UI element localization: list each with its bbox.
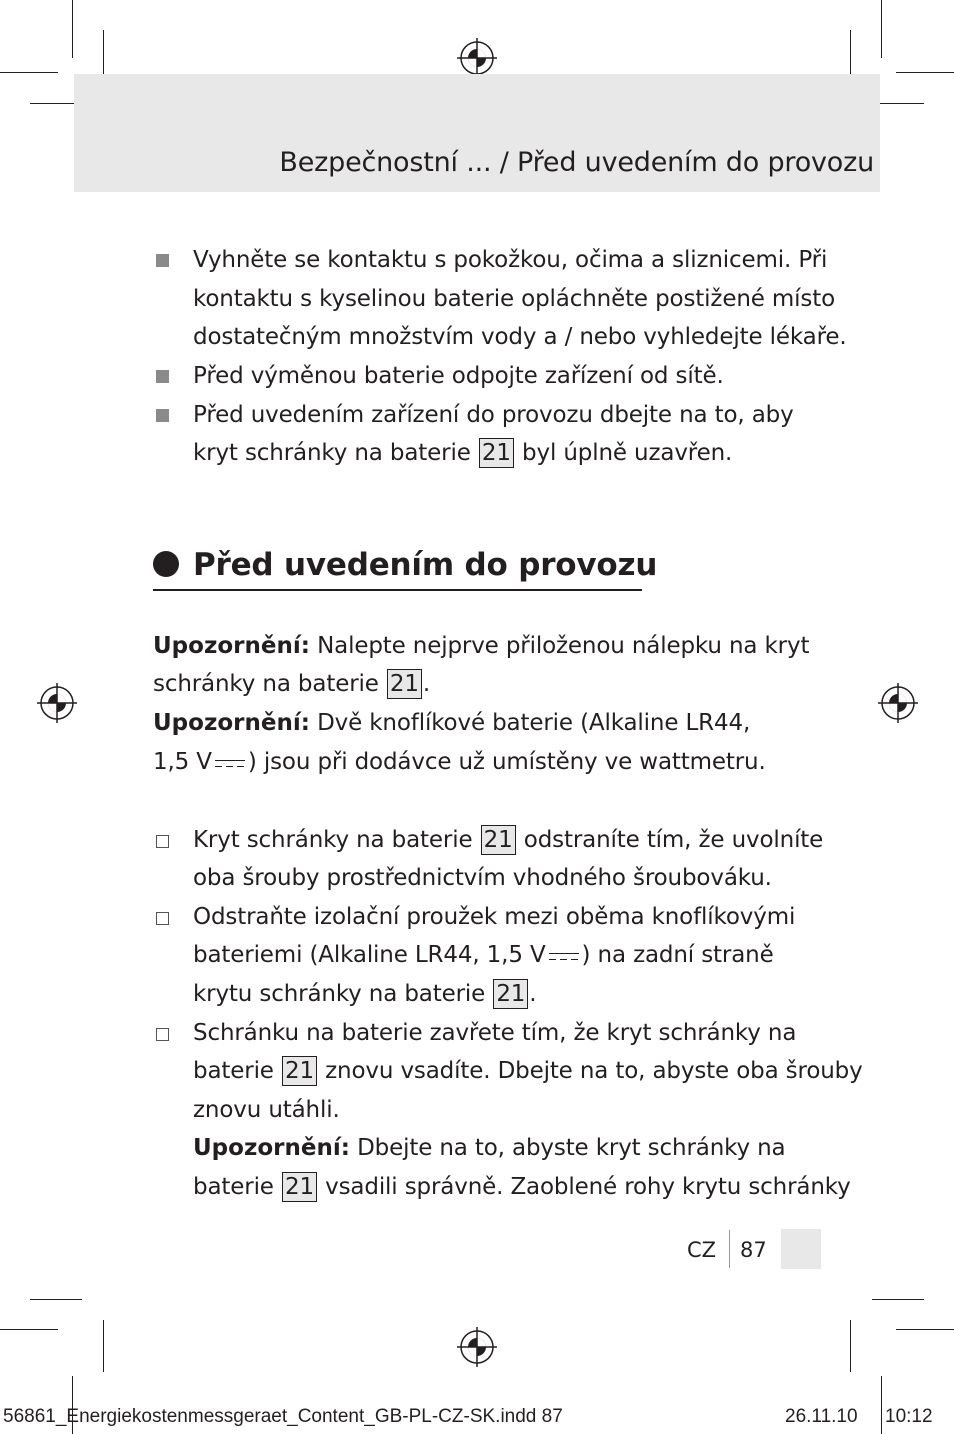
- note-label: Upozornění:: [153, 710, 310, 736]
- part-reference-badge: 21: [387, 669, 422, 699]
- list-item-line: Před uvedením zařízení do provozu dbejte na to, aby: [193, 402, 794, 428]
- print-slug-filename: 56861_Energiekostenmessgeraet_Content_GB-PL-CZ-SK.indd 87: [3, 1406, 563, 1427]
- section-title: Před uvedením do provozu: [193, 547, 658, 583]
- part-reference-badge: 21: [479, 438, 514, 468]
- crop-mark: [881, 1376, 882, 1434]
- direct-current-symbol-icon: [213, 756, 247, 770]
- step-line: znovu utáhli.: [193, 1097, 340, 1123]
- part-reference-badge: 21: [493, 979, 528, 1009]
- step-text: baterie: [193, 1174, 274, 1200]
- note-label: Upozornění:: [193, 1135, 350, 1161]
- list-item-line: [193, 434, 732, 473]
- step-text: Kryt schránky na baterie: [193, 827, 473, 853]
- checkbox-bullet-icon: [156, 1028, 169, 1041]
- note-text: .: [422, 671, 431, 697]
- page-header-title: Bezpečnostní ... / Před uvedením do provozu: [279, 147, 874, 178]
- square-bullet-icon: [156, 409, 169, 422]
- note-text: schránky na baterie: [153, 671, 379, 697]
- registration-mark-icon: [878, 683, 918, 723]
- note-text: Dvě knoflíkové baterie (Alkaline LR44,: [317, 710, 751, 736]
- list-item-line: Před výměnou baterie odpojte zařízení od sítě.: [193, 363, 724, 389]
- print-slug-time: 10:12: [885, 1406, 933, 1427]
- crop-mark: [881, 0, 882, 58]
- crop-mark: [30, 1299, 82, 1300]
- step-line: [193, 821, 823, 860]
- crop-mark: [0, 72, 58, 73]
- list-item-text: byl úplně uzavřen.: [522, 440, 733, 466]
- crop-mark: [896, 72, 954, 73]
- note-text: Nalepte nejprve přiloženou nálepku na kryt: [317, 633, 810, 659]
- step-line: Odstraňte izolační proužek mezi oběma knoflíkovými: [193, 904, 796, 930]
- crop-mark: [72, 0, 73, 58]
- print-slug-date: 26.11.10: [785, 1406, 858, 1427]
- crop-mark: [850, 1320, 851, 1372]
- list-item-line: Vyhněte se kontaktu s pokožkou, očima a sliznicemi. Při: [193, 247, 828, 273]
- square-bullet-icon: [156, 254, 169, 267]
- note-line: [153, 704, 750, 743]
- registration-mark-icon: [457, 38, 497, 78]
- note-text: ) jsou při dodávce už umístěny ve wattmetru.: [247, 749, 766, 775]
- footer-tab: [781, 1229, 821, 1269]
- note-line: [153, 743, 766, 782]
- footer-language: CZ: [687, 1238, 717, 1262]
- direct-current-symbol-icon: [547, 949, 581, 963]
- step-text: krytu schránky na baterie: [193, 981, 486, 1007]
- step-text: .: [529, 981, 537, 1007]
- registration-mark-icon: [457, 1327, 497, 1367]
- note-label: Upozornění:: [153, 633, 310, 659]
- step-line: Schránku na baterie zavřete tím, že kryt schránky na: [193, 1020, 797, 1046]
- step-text: znovu vsadíte. Dbejte na to, abyste oba šrouby: [325, 1058, 863, 1084]
- list-item-line: kontaktu s kyselinou baterie opláchněte postižené místo: [193, 286, 836, 312]
- list-item-line: dostatečným množstvím vody a / nebo vyhledejte lékaře.: [193, 324, 847, 350]
- crop-mark: [103, 1320, 104, 1372]
- checkbox-bullet-icon: [156, 835, 169, 848]
- crop-mark: [872, 1299, 924, 1300]
- step-text: ) na zadní straně: [581, 942, 774, 968]
- crop-mark: [896, 1329, 954, 1330]
- step-line: oba šrouby prostřednictvím vhodného šroubováku.: [193, 865, 772, 891]
- step-text: vsadili správně. Zaoblené rohy krytu schránky: [325, 1174, 851, 1200]
- step-line: [193, 975, 536, 1014]
- page-number: 87: [740, 1238, 767, 1262]
- checkbox-bullet-icon: [156, 912, 169, 925]
- list-item-text: kryt schránky na baterie: [193, 440, 471, 466]
- part-reference-badge: 21: [282, 1172, 317, 1202]
- step-text: Dbejte na to, abyste kryt schránky na: [357, 1135, 786, 1161]
- step-note-line: [193, 1168, 851, 1207]
- registration-mark-icon: [37, 683, 77, 723]
- note-line: [153, 665, 430, 704]
- step-text: odstraníte tím, že uvolníte: [523, 827, 824, 853]
- part-reference-badge: 21: [481, 825, 516, 855]
- part-reference-badge: 21: [282, 1056, 317, 1086]
- crop-mark: [0, 1329, 58, 1330]
- note-text: 1,5 V: [153, 749, 212, 775]
- square-bullet-icon: [156, 370, 169, 383]
- step-line: [193, 1052, 863, 1091]
- step-note-line: [193, 1129, 785, 1168]
- step-text: bateriemi (Alkaline LR44, 1,5 V: [193, 942, 546, 968]
- step-line: [193, 936, 774, 975]
- section-underline: [153, 589, 642, 591]
- section-bullet-icon: [153, 551, 179, 577]
- footer-divider: [729, 1230, 730, 1268]
- note-line: [153, 627, 809, 666]
- step-text: baterie: [193, 1058, 274, 1084]
